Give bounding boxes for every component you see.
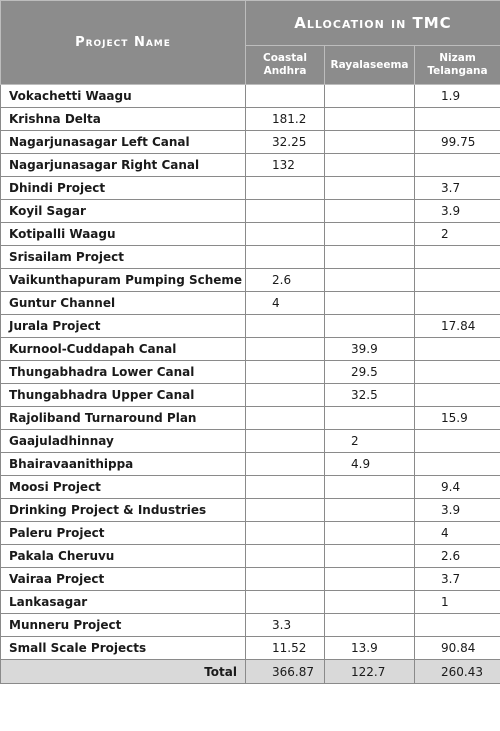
rayalaseema-cell bbox=[325, 85, 415, 108]
rayalaseema-cell bbox=[325, 200, 415, 223]
nizam-telangana-cell bbox=[415, 361, 500, 384]
total-coastal: 366.87 bbox=[246, 660, 325, 684]
rayalaseema-cell: 39.9 bbox=[325, 338, 415, 361]
project-name-cell: Paleru Project bbox=[1, 522, 246, 545]
header-coastal-andhra: Coastal Andhra bbox=[246, 46, 325, 85]
table-row bbox=[1, 476, 500, 499]
total-rayalaseema: 122.7 bbox=[325, 660, 415, 684]
project-name-cell: Jurala Project bbox=[1, 315, 246, 338]
total-row bbox=[1, 660, 500, 684]
table-row bbox=[1, 522, 500, 545]
nizam-telangana-cell: 3.7 bbox=[415, 568, 500, 591]
nizam-telangana-cell: 90.84 bbox=[415, 637, 500, 660]
rayalaseema-cell bbox=[325, 522, 415, 545]
rayalaseema-cell bbox=[325, 407, 415, 430]
table-row bbox=[1, 568, 500, 591]
header-rayalaseema: Rayalaseema bbox=[325, 46, 415, 85]
coastal-andhra-cell: 2.6 bbox=[246, 269, 325, 292]
nizam-telangana-cell: 2.6 bbox=[415, 545, 500, 568]
rayalaseema-cell bbox=[325, 177, 415, 200]
nizam-telangana-cell: 9.4 bbox=[415, 476, 500, 499]
coastal-andhra-cell bbox=[246, 453, 325, 476]
coastal-andhra-cell bbox=[246, 545, 325, 568]
nizam-telangana-cell: 2 bbox=[415, 223, 500, 246]
table-row bbox=[1, 246, 500, 269]
project-name-cell: Munneru Project bbox=[1, 614, 246, 637]
coastal-andhra-cell bbox=[246, 246, 325, 269]
coastal-andhra-cell bbox=[246, 522, 325, 545]
table-row bbox=[1, 223, 500, 246]
project-name-cell: Dhindi Project bbox=[1, 177, 246, 200]
project-name-cell: Thungabhadra Lower Canal bbox=[1, 361, 246, 384]
project-name-cell: Pakala Cheruvu bbox=[1, 545, 246, 568]
project-name-cell: Vairaa Project bbox=[1, 568, 246, 591]
project-name-cell: Rajoliband Turnaround Plan bbox=[1, 407, 246, 430]
nizam-telangana-cell: 15.9 bbox=[415, 407, 500, 430]
rayalaseema-cell bbox=[325, 614, 415, 637]
table-row bbox=[1, 361, 500, 384]
rayalaseema-cell bbox=[325, 154, 415, 177]
rayalaseema-cell bbox=[325, 591, 415, 614]
coastal-andhra-cell bbox=[246, 430, 325, 453]
coastal-andhra-cell bbox=[246, 177, 325, 200]
table-row bbox=[1, 131, 500, 154]
project-name-cell: Nagarjunasagar Right Canal bbox=[1, 154, 246, 177]
project-name-cell: Nagarjunasagar Left Canal bbox=[1, 131, 246, 154]
nizam-telangana-cell bbox=[415, 269, 500, 292]
rayalaseema-cell bbox=[325, 269, 415, 292]
nizam-telangana-cell: 99.75 bbox=[415, 131, 500, 154]
project-name-cell: Srisailam Project bbox=[1, 246, 246, 269]
coastal-andhra-cell bbox=[246, 591, 325, 614]
header-allocation: Allocation in TMC bbox=[246, 1, 500, 46]
nizam-telangana-cell bbox=[415, 292, 500, 315]
table-row bbox=[1, 614, 500, 637]
coastal-andhra-cell bbox=[246, 499, 325, 522]
coastal-andhra-cell: 3.3 bbox=[246, 614, 325, 637]
coastal-andhra-cell bbox=[246, 338, 325, 361]
table-row bbox=[1, 269, 500, 292]
rayalaseema-cell bbox=[325, 131, 415, 154]
coastal-andhra-cell bbox=[246, 384, 325, 407]
rayalaseema-cell bbox=[325, 246, 415, 269]
table-body bbox=[1, 85, 500, 660]
table-row bbox=[1, 591, 500, 614]
coastal-andhra-cell bbox=[246, 407, 325, 430]
project-name-cell: Bhairavaanithippa bbox=[1, 453, 246, 476]
project-name-cell: Kotipalli Waagu bbox=[1, 223, 246, 246]
coastal-andhra-cell bbox=[246, 223, 325, 246]
nizam-telangana-cell bbox=[415, 246, 500, 269]
nizam-telangana-cell bbox=[415, 614, 500, 637]
table-row bbox=[1, 637, 500, 660]
rayalaseema-cell: 2 bbox=[325, 430, 415, 453]
table-row bbox=[1, 430, 500, 453]
nizam-telangana-cell: 4 bbox=[415, 522, 500, 545]
nizam-telangana-cell: 1 bbox=[415, 591, 500, 614]
table-row bbox=[1, 154, 500, 177]
project-name-cell: Moosi Project bbox=[1, 476, 246, 499]
coastal-andhra-cell bbox=[246, 568, 325, 591]
nizam-telangana-cell bbox=[415, 384, 500, 407]
project-name-cell: Koyil Sagar bbox=[1, 200, 246, 223]
coastal-andhra-cell: 32.25 bbox=[246, 131, 325, 154]
rayalaseema-cell bbox=[325, 545, 415, 568]
project-name-cell: Kurnool-Cuddapah Canal bbox=[1, 338, 246, 361]
rayalaseema-cell: 4.9 bbox=[325, 453, 415, 476]
rayalaseema-cell bbox=[325, 108, 415, 131]
rayalaseema-cell: 13.9 bbox=[325, 637, 415, 660]
rayalaseema-cell: 29.5 bbox=[325, 361, 415, 384]
nizam-telangana-cell: 3.9 bbox=[415, 200, 500, 223]
coastal-andhra-cell: 181.2 bbox=[246, 108, 325, 131]
nizam-telangana-cell: 3.7 bbox=[415, 177, 500, 200]
table-row bbox=[1, 292, 500, 315]
coastal-andhra-cell bbox=[246, 476, 325, 499]
nizam-telangana-cell: 1.9 bbox=[415, 85, 500, 108]
coastal-andhra-cell: 4 bbox=[246, 292, 325, 315]
table-row bbox=[1, 177, 500, 200]
coastal-andhra-cell bbox=[246, 315, 325, 338]
rayalaseema-cell bbox=[325, 499, 415, 522]
table-row bbox=[1, 453, 500, 476]
nizam-telangana-cell bbox=[415, 453, 500, 476]
rayalaseema-cell bbox=[325, 476, 415, 499]
project-name-cell: Drinking Project & Industries bbox=[1, 499, 246, 522]
rayalaseema-cell: 32.5 bbox=[325, 384, 415, 407]
nizam-telangana-cell bbox=[415, 108, 500, 131]
project-name-cell: Gaajuladhinnay bbox=[1, 430, 246, 453]
coastal-andhra-cell bbox=[246, 85, 325, 108]
table-row bbox=[1, 545, 500, 568]
coastal-andhra-cell: 11.52 bbox=[246, 637, 325, 660]
table-row bbox=[1, 85, 500, 108]
project-name-cell: Vokachetti Waagu bbox=[1, 85, 246, 108]
rayalaseema-cell bbox=[325, 568, 415, 591]
project-name-cell: Guntur Channel bbox=[1, 292, 246, 315]
header-project-name: Project Name bbox=[1, 1, 246, 85]
coastal-andhra-cell: 132 bbox=[246, 154, 325, 177]
nizam-telangana-cell: 3.9 bbox=[415, 499, 500, 522]
table-row bbox=[1, 407, 500, 430]
project-name-cell: Vaikunthapuram Pumping Scheme bbox=[1, 269, 246, 292]
table-row bbox=[1, 338, 500, 361]
nizam-telangana-cell bbox=[415, 430, 500, 453]
nizam-telangana-cell bbox=[415, 338, 500, 361]
nizam-telangana-cell: 17.84 bbox=[415, 315, 500, 338]
project-name-cell: Thungabhadra Upper Canal bbox=[1, 384, 246, 407]
total-nizam: 260.43 bbox=[415, 660, 500, 684]
project-name-cell: Krishna Delta bbox=[1, 108, 246, 131]
table-row bbox=[1, 200, 500, 223]
nizam-telangana-cell bbox=[415, 154, 500, 177]
table-row bbox=[1, 384, 500, 407]
table-row bbox=[1, 108, 500, 131]
project-name-cell: Lankasagar bbox=[1, 591, 246, 614]
header-nizam-telangana: Nizam Telangana bbox=[415, 46, 500, 85]
rayalaseema-cell bbox=[325, 315, 415, 338]
rayalaseema-cell bbox=[325, 292, 415, 315]
total-label: Total bbox=[1, 660, 246, 684]
project-name-cell: Small Scale Projects bbox=[1, 637, 246, 660]
coastal-andhra-cell bbox=[246, 361, 325, 384]
table-row bbox=[1, 499, 500, 522]
coastal-andhra-cell bbox=[246, 200, 325, 223]
rayalaseema-cell bbox=[325, 223, 415, 246]
table-row bbox=[1, 315, 500, 338]
